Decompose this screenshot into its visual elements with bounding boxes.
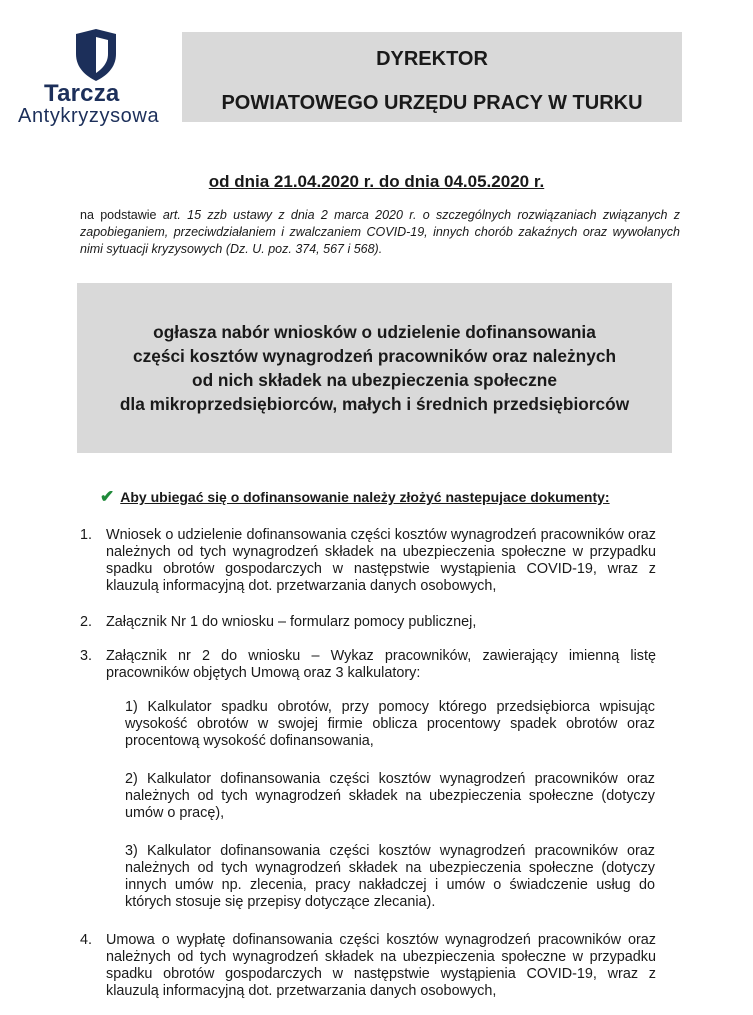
sub-list-item: 1) Kalkulator spadku obrotów, przy pomocy którego przedsiębiorca wpisując wysokość obrotów w swojej firmie oblicza procentowy spadek obrotów oraz procentową wysokość dofinansowania, (125, 699, 655, 749)
header-title: DYREKTOR (376, 48, 488, 70)
list-item (80, 648, 656, 682)
checkmark-icon: ✔ (100, 487, 115, 506)
header-subtitle: POWIATOWEGO URZĘDU PRACY W TURKU (221, 92, 643, 114)
list-item-text: Załącznik nr 2 do wniosku – Wykaz pracowników, zawierający imienną listę pracowników objętych Umową oraz 3 kalkulatory: (106, 648, 656, 681)
announcement-line: części kosztów wynagrodzeń pracowników oraz należnych (132, 346, 617, 366)
announcement-line: dla mikroprzedsiębiorców, małych i średnich przedsiębiorców (119, 394, 630, 414)
list-item-text: Umowa o wypłatę dofinansowania części kosztów wynagrodzeń pracowników oraz należnych od tych wynagrodzeń składek na ubezpieczenia społeczne w przypadku spadku obrotów gospodarczych w następstwie wystąpienia COVID-19, wraz z klauzulą informacyjną dot. przetwarzania danych osobowych, (106, 932, 656, 999)
list-item (80, 614, 656, 631)
list-item (80, 527, 656, 595)
list-item (80, 932, 656, 1000)
logo-line-1: Tarcza (44, 80, 120, 107)
header-box (182, 32, 682, 122)
legal-basis-text: art. 15 zzb ustawy z dnia 2 marca 2020 r. o szczególnych rozwiązaniach związanych z zapobieganiem, przeciwdziałaniem i zwalczaniem COVID-19, innych chorób zakaźnych oraz wywołanych nimi sytuacji kryzysowych (Dz. U. poz. 374, 567 i 568). (80, 208, 680, 256)
list-item-text: Załącznik Nr 1 do wniosku – formularz pomocy publicznej, (106, 614, 477, 630)
legal-basis (80, 207, 680, 258)
announcement-box (77, 283, 672, 453)
requirements-heading-text: Aby ubiegać się o dofinansowanie należy złożyć nastepujace dokumenty: (120, 489, 610, 505)
list-item-number: 4. (80, 932, 93, 948)
logo (16, 28, 176, 128)
list-item-number: 2. (80, 614, 93, 630)
announcement-line: ogłasza nabór wniosków o udzielenie dofinansowania (153, 322, 596, 342)
list-item-number: 3. (80, 648, 93, 664)
requirements-heading (100, 487, 610, 507)
legal-basis-prefix: na podstawie (80, 208, 163, 222)
list-item-text: Wniosek o udzielenie dofinansowania części kosztów wynagrodzeń pracowników oraz należnych od tych wynagrodzeń składek na ubezpieczenia społeczne w przypadku spadku obrotów gospodarczych w następstwie wystąpienia COVID-19, wraz z klauzulą informacyjną dot. przetwarzania danych osobowych, (106, 527, 656, 594)
logo-line-2: Antykryzysowa (18, 105, 160, 127)
shield-icon (72, 28, 120, 82)
date-range: od dnia 21.04.2020 r. do dnia 04.05.2020 r. (208, 172, 545, 191)
sub-list-item: 2) Kalkulator dofinansowania części kosztów wynagrodzeń pracowników oraz należnych od tych wynagrodzeń składek na ubezpieczenia społeczne (dotyczy umów o pracę), (125, 771, 655, 821)
sub-list-item: 3) Kalkulator dofinansowania części kosztów wynagrodzeń pracowników oraz należnych od tych wynagrodzeń składek na ubezpieczenia społeczne (dotyczy innych umów np. zlecenia, pracy nakładczej i umów o świadczenie usług do których stosuje się przepisy dotyczące zlecania). (125, 843, 655, 910)
announcement-line: od nich składek na ubezpieczenia społeczne (192, 370, 557, 390)
list-item-number: 1. (80, 527, 93, 543)
